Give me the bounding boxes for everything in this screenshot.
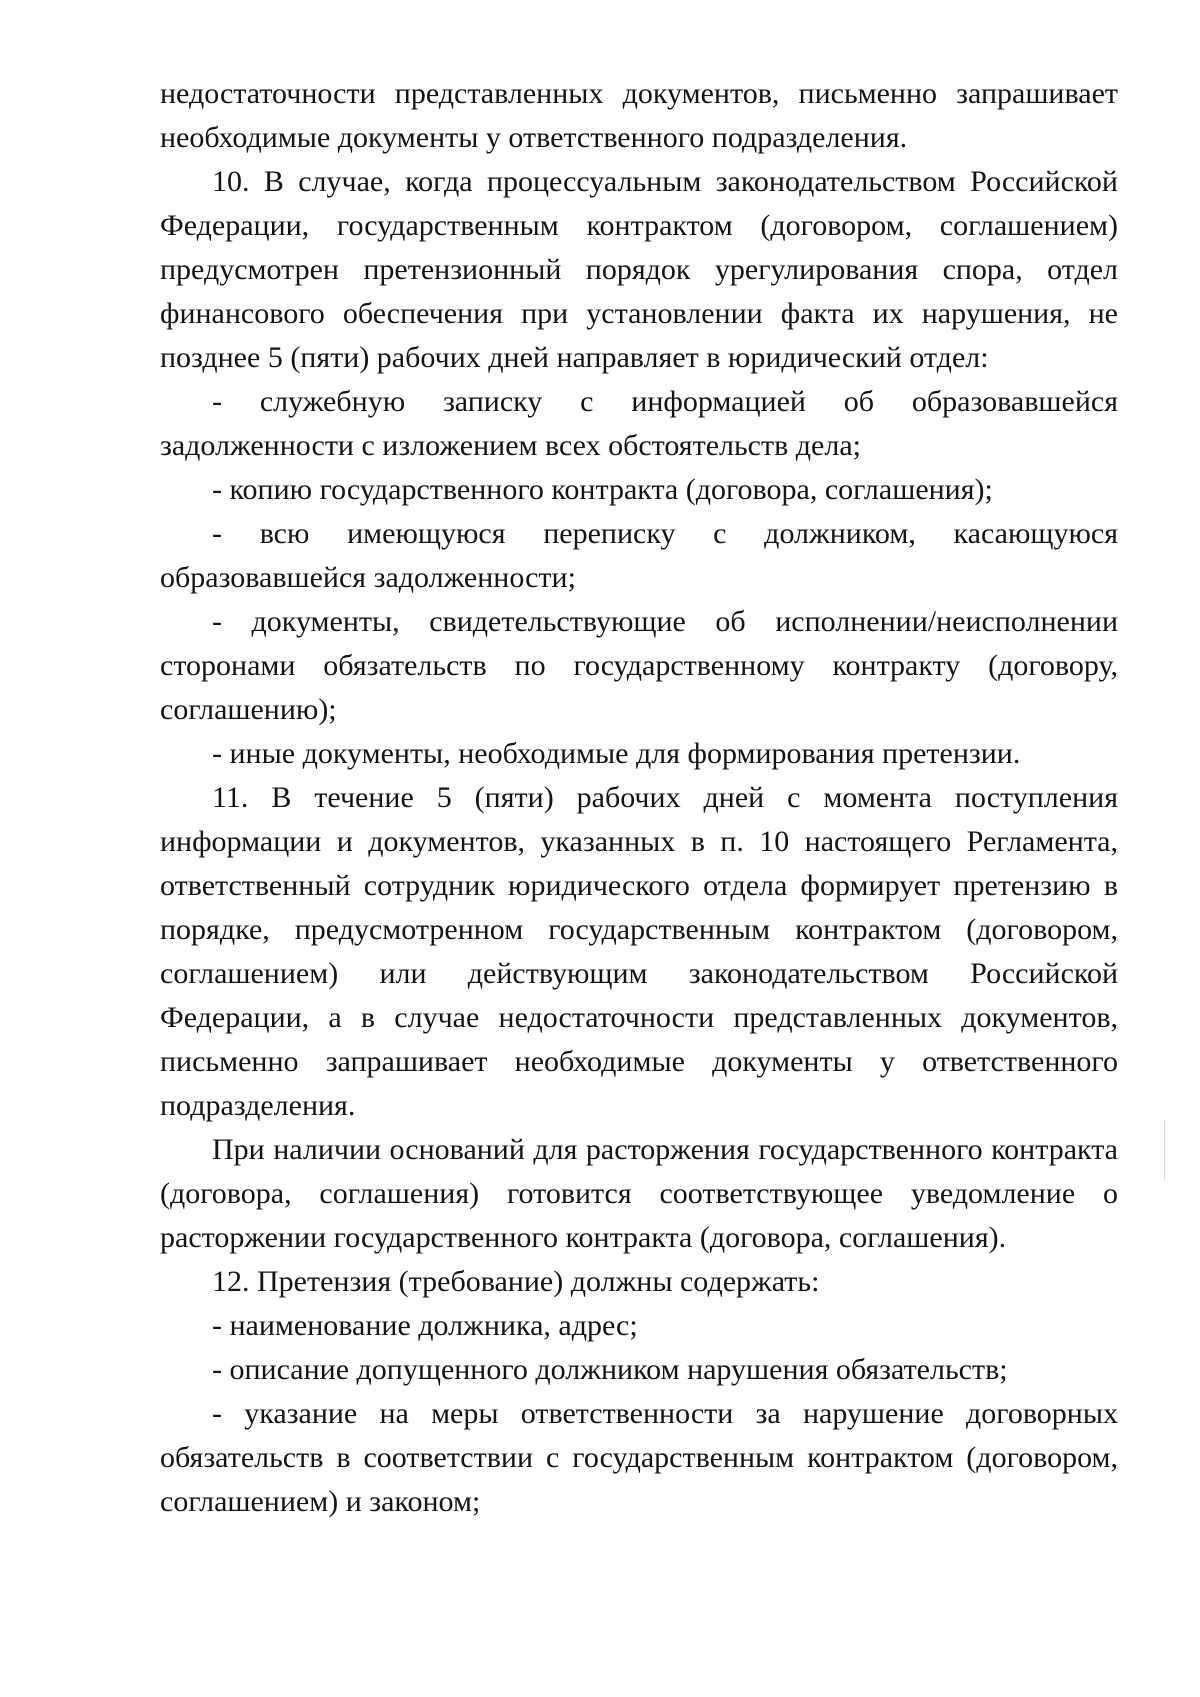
document-body (160, 72, 1118, 1524)
list-item-violation-description: - описание допущенного должником нарушения обязательств; (212, 1353, 1008, 1386)
paragraph-item-10: 10. В случае, когда процессуальным законодательством Российской Федерации, государственным контрактом (договором, соглашением) предусмотрен претензионный порядок урегулирования спора, отдел финансового обеспечения при установлении факта их нарушения, не позднее 5 (пяти) рабочих дней направляет в юридический отдел: (160, 165, 1118, 374)
list-item-liability-measures: - указание на меры ответственности за нарушение договорных обязательств в соответствии с государственным контрактом (договором, соглашением) и законом; (160, 1397, 1118, 1518)
list-item-correspondence: - всю имеющуюся переписку с должником, касающуюся образовавшейся задолженности; (160, 517, 1118, 594)
scan-artifact-line (1164, 1120, 1165, 1180)
list-item-debtor-name: - наименование должника, адрес; (212, 1309, 638, 1342)
list-item-performance-documents: - документы, свидетельствующие об исполнении/неисполнении сторонами обязательств по государственному контракту (договору, соглашению); (160, 605, 1118, 726)
paragraph-item-12: 12. Претензия (требование) должны содержать: (212, 1265, 820, 1298)
list-item-other-documents: - иные документы, необходимые для формирования претензии. (212, 737, 1021, 770)
list-item-contract-copy: - копию государственного контракта (договора, соглашения); (212, 473, 993, 506)
paragraph-item-11: 11. В течение 5 (пяти) рабочих дней с момента поступления информации и документов, указанных в п. 10 настоящего Регламента, ответственный сотрудник юридического отдела формирует претензию в порядке, предусмотренном государственным контрактом (договором, соглашением) или действующим законодательством Российской Федерации, а в случае недостаточности представленных документов, письменно запрашивает необходимые документы у ответственного подразделения. (160, 781, 1118, 1122)
paragraph-continuation: недостаточности представленных документов, письменно запрашивает необходимые документы у ответственного подразделения. (160, 77, 1118, 154)
paragraph-termination-notice: При наличии оснований для расторжения государственного контракта (договора, соглашения) готовится соответствующее уведомление о расторжении государственного контракта (договора, соглашения). (160, 1133, 1118, 1254)
list-item-memo: - служебную записку с информацией об образовавшейся задолженности с изложением всех обстоятельств дела; (160, 385, 1118, 462)
